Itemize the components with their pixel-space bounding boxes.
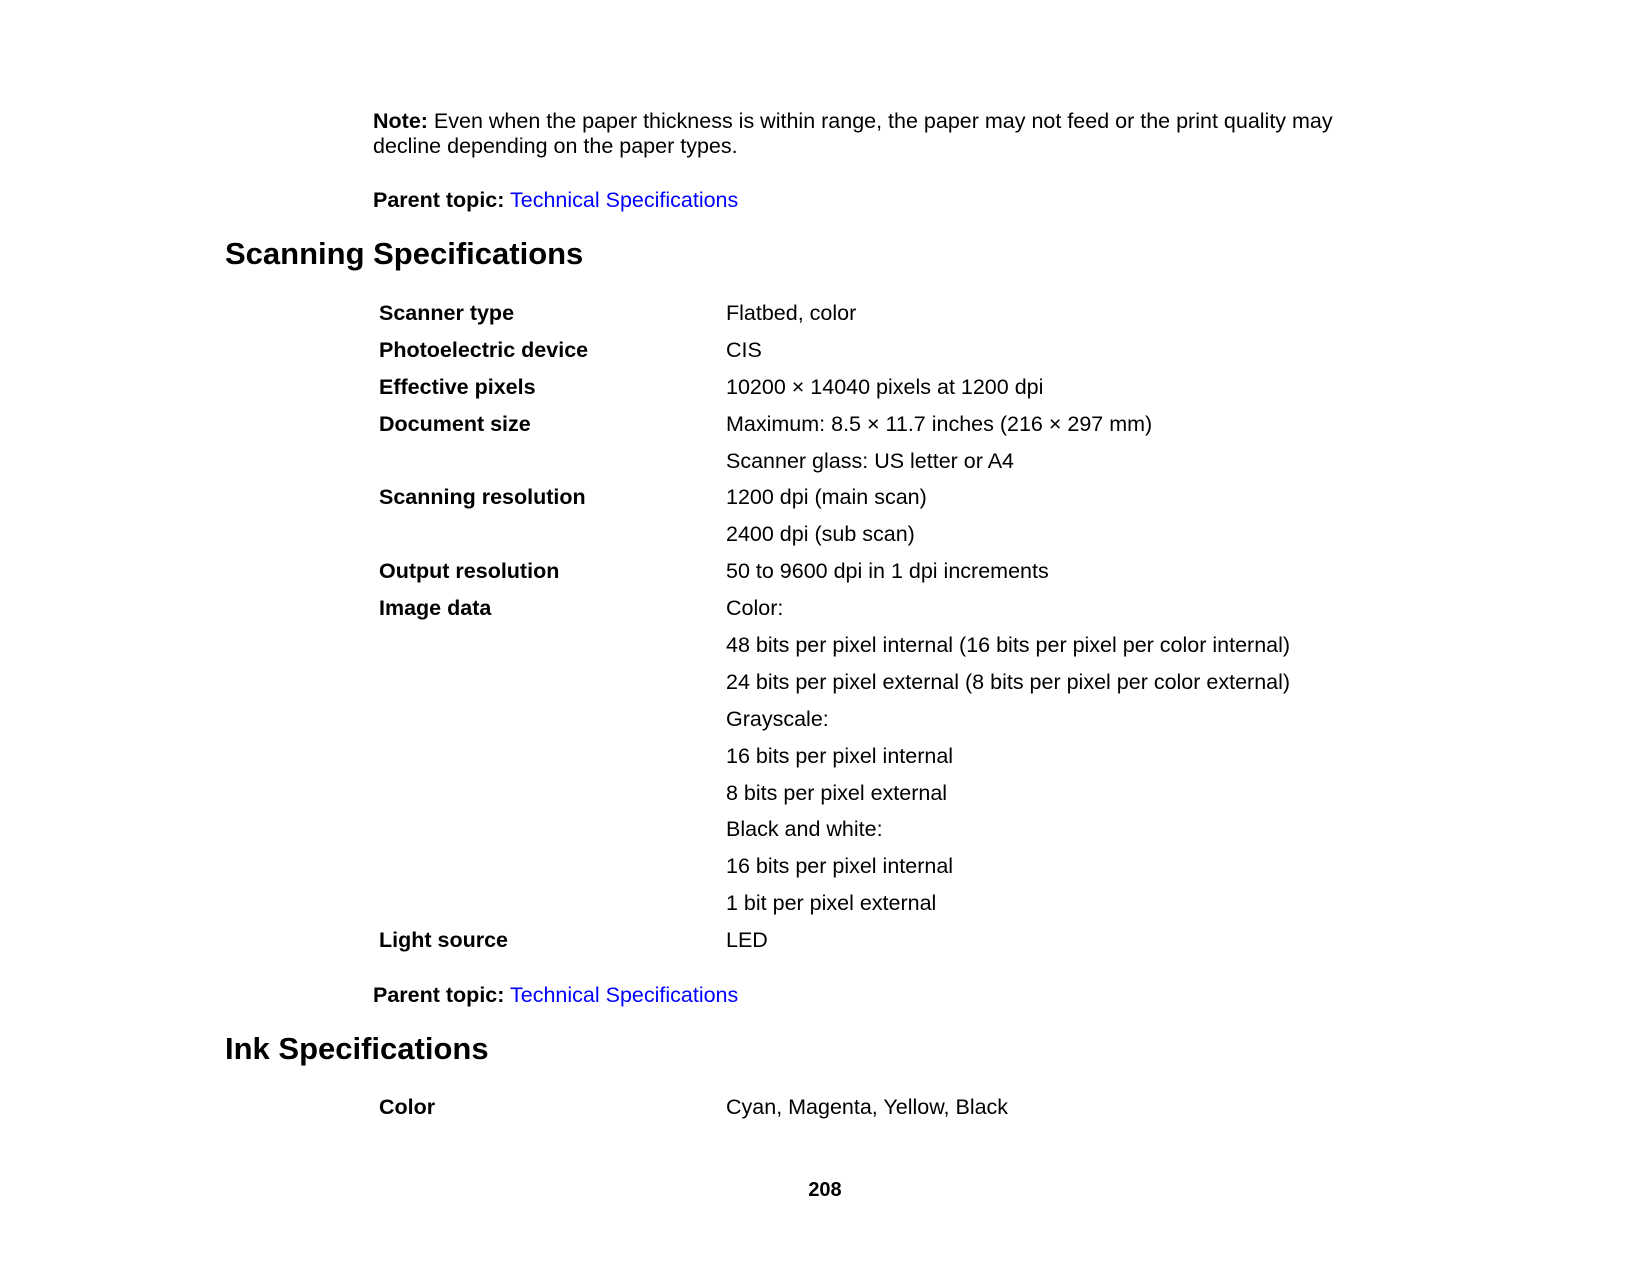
spec-label <box>379 707 726 744</box>
parent-topic-label: Parent topic: <box>373 188 505 212</box>
spec-label <box>379 633 726 670</box>
spec-row <box>379 596 1379 633</box>
spec-label <box>379 449 726 486</box>
spec-label <box>379 854 726 891</box>
spec-row <box>379 301 1379 338</box>
scanning-specifications-heading: Scanning Specifications <box>225 236 584 271</box>
spec-value: Grayscale: <box>726 706 829 731</box>
spec-row <box>379 485 1379 522</box>
spec-row <box>379 891 1379 928</box>
spec-value: 2400 dpi (sub scan) <box>726 522 915 547</box>
technical-specifications-link[interactable]: Technical Specifications <box>510 983 739 1007</box>
spec-row <box>379 744 1379 781</box>
spec-label: Light source <box>379 928 509 953</box>
spec-label <box>379 744 726 781</box>
spec-label <box>379 891 726 928</box>
ink-spec-table <box>379 1095 1379 1132</box>
spec-label: Scanning resolution <box>379 485 586 510</box>
ink-specifications-heading: Ink Specifications <box>225 1031 489 1066</box>
spec-value: 10200 × 14040 pixels at 1200 dpi <box>726 374 1044 399</box>
spec-value: 50 to 9600 dpi in 1 dpi increments <box>726 559 1049 584</box>
parent-topic-label: Parent topic: <box>373 983 505 1007</box>
spec-row <box>379 1095 1379 1132</box>
spec-row <box>379 412 1379 449</box>
spec-value: 48 bits per pixel internal (16 bits per pixel per color internal) <box>726 633 1291 658</box>
spec-row <box>379 449 1379 486</box>
spec-row <box>379 854 1379 891</box>
spec-row <box>379 781 1379 818</box>
technical-specifications-link[interactable]: Technical Specifications <box>510 188 739 212</box>
spec-label <box>379 522 726 559</box>
page-number: 208 <box>808 1179 842 1201</box>
spec-value: Cyan, Magenta, Yellow, Black <box>726 1095 1009 1119</box>
spec-row <box>379 817 1379 854</box>
spec-value: LED <box>726 928 768 953</box>
spec-row <box>379 375 1379 412</box>
spec-value: Scanner glass: US letter or A4 <box>726 448 1015 473</box>
spec-value: Flatbed, color <box>726 301 857 325</box>
spec-label: Photoelectric device <box>379 337 589 362</box>
spec-row <box>379 928 1379 965</box>
spec-label: Effective pixels <box>379 374 536 399</box>
note-label: Note: <box>373 109 428 133</box>
spec-row <box>379 522 1379 559</box>
spec-value: Maximum: 8.5 × 11.7 inches (216 × 297 mm) <box>726 411 1153 436</box>
scanning-spec-table <box>379 301 1379 965</box>
spec-label: Image data <box>379 596 492 621</box>
note-text-2: decline depending on the paper types. <box>373 133 738 158</box>
parent-topic-1 <box>373 188 738 213</box>
spec-row <box>379 338 1379 375</box>
spec-label <box>379 670 726 707</box>
spec-label: Scanner type <box>379 301 515 325</box>
spec-value: 16 bits per pixel internal <box>726 743 954 768</box>
spec-label <box>379 817 726 854</box>
parent-topic-2 <box>373 983 738 1008</box>
spec-value: 1200 dpi (main scan) <box>726 485 927 510</box>
spec-label: Color <box>379 1095 436 1119</box>
spec-value: 24 bits per pixel external (8 bits per pixel per color external) <box>726 669 1291 694</box>
spec-value: Color: <box>726 596 784 621</box>
spec-value: Black and white: <box>726 817 883 842</box>
spec-row <box>379 633 1379 670</box>
spec-value: 8 bits per pixel external <box>726 780 948 805</box>
spec-label: Document size <box>379 411 531 436</box>
spec-value: CIS <box>726 337 762 362</box>
spec-label: Output resolution <box>379 559 560 584</box>
spec-row <box>379 707 1379 744</box>
spec-row <box>379 559 1379 596</box>
spec-label <box>379 781 726 818</box>
note-paragraph <box>373 109 1333 158</box>
spec-value: 16 bits per pixel internal <box>726 854 954 879</box>
spec-row <box>379 670 1379 707</box>
note-text: Even when the paper thickness is within range, the paper may not feed or the print quality may <box>427 109 1333 133</box>
spec-value: 1 bit per pixel external <box>726 891 937 916</box>
